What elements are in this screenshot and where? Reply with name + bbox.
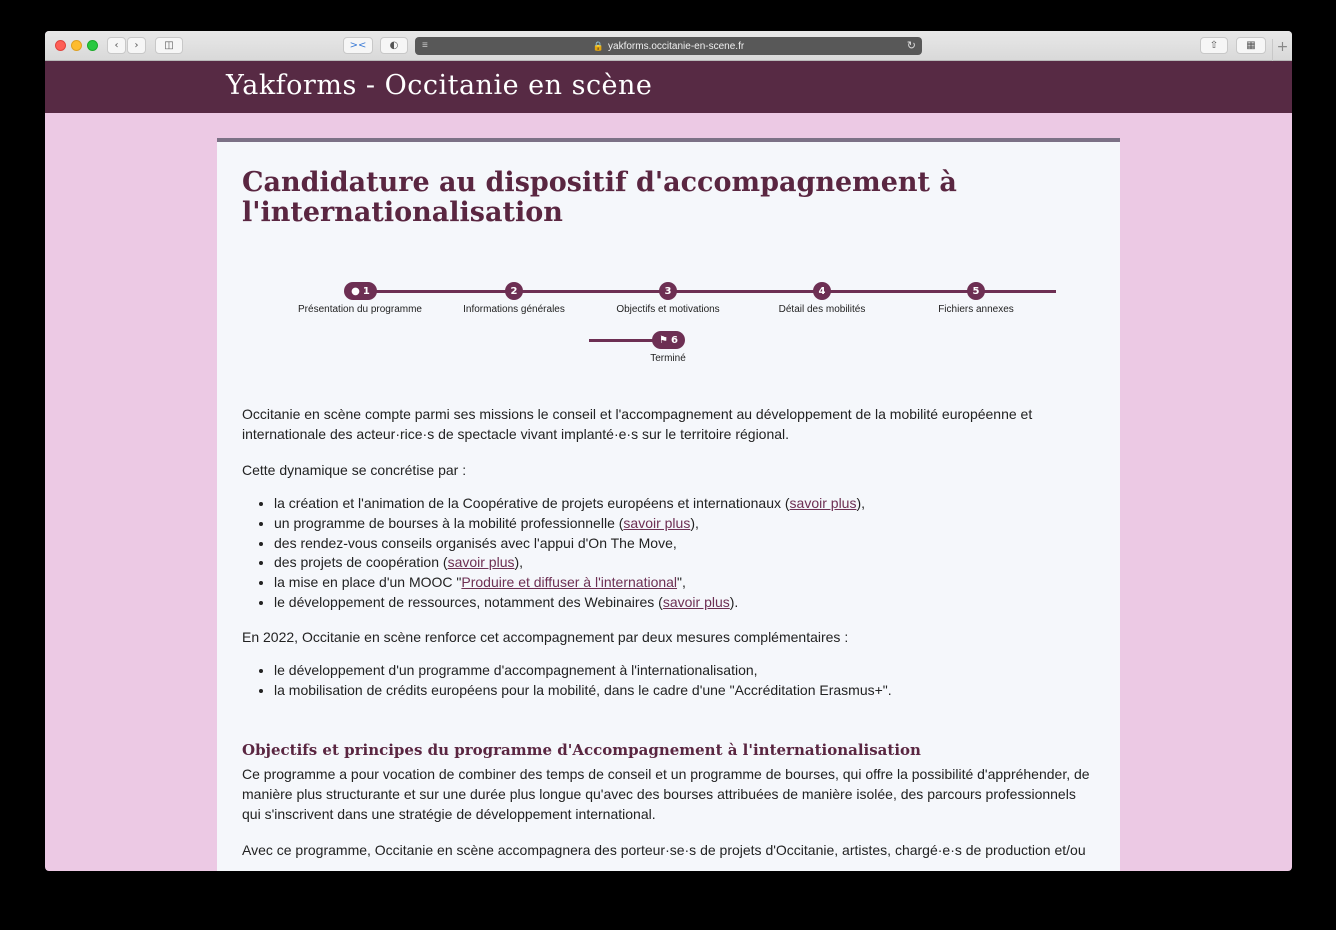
site-title[interactable]: Yakforms - Occitanie en scène bbox=[226, 70, 653, 101]
zoom-window-button[interactable] bbox=[87, 40, 98, 51]
section-paragraph-2: Avec ce programme, Occitanie en scène accompagnera des porteur·se·s de projets d'Occitanie, artistes, chargé·e·s de production et/ou bbox=[242, 842, 1086, 859]
savoir-plus-link[interactable]: savoir plus bbox=[789, 495, 857, 511]
savoir-plus-link[interactable]: savoir plus bbox=[447, 554, 515, 571]
savoir-plus-link[interactable]: savoir plus bbox=[662, 593, 730, 610]
plus-icon: + bbox=[1276, 39, 1289, 55]
sidebar-button[interactable] bbox=[155, 37, 183, 54]
step-4-badge[interactable]: 4 bbox=[813, 282, 831, 300]
list-item: • des rendez-vous conseils organisés avec l'appui d'On The Move, bbox=[274, 534, 1092, 554]
chevron-right-icon: › bbox=[134, 39, 139, 51]
map-pin-icon: ● bbox=[351, 285, 360, 297]
privacy-button[interactable] bbox=[380, 37, 408, 54]
step-2-label[interactable]: Informations générales bbox=[463, 304, 565, 315]
year-paragraph: En 2022, Occitanie en scène renforce cet accompagnement par deux mesures complémentaires : bbox=[242, 628, 849, 645]
form-card bbox=[217, 138, 1120, 871]
step-6-badge[interactable]: ⚑ 6 bbox=[652, 331, 685, 349]
step-1-label[interactable]: Présentation du programme bbox=[298, 304, 422, 315]
section-paragraph-1: Ce programme a pour vocation de combiner des temps de conseil et un programme de bourses, qui offre la possibilité d'appréhender, de manière plus structurante et sur une durée plus longue qu'avec des bourses attribuées de manière isolée, des parcours professionnels qui s'inscrivent dans une stratégie de développement international. bbox=[242, 766, 1090, 823]
site-header bbox=[45, 61, 1292, 113]
new-tab-button[interactable] bbox=[1272, 39, 1292, 61]
flag-icon: ⚑ bbox=[659, 334, 668, 346]
shield-icon: ◐ bbox=[389, 39, 399, 51]
section-title: Objectifs et principes du programme d'Accompagnement à l'internationalisation bbox=[242, 741, 921, 760]
browser-window bbox=[45, 31, 1292, 871]
address-bar[interactable] bbox=[415, 37, 922, 55]
list-item: • un programme de bourses à la mobilité professionnelle (savoir plus), bbox=[274, 514, 1092, 534]
step-6-label[interactable]: Terminé bbox=[650, 353, 686, 364]
step-5-label[interactable]: Fichiers annexes bbox=[938, 304, 1014, 315]
list-item: • le développement d'un programme d'accompagnement à l'internationalisation, bbox=[274, 661, 1092, 681]
tabs-button[interactable] bbox=[1236, 37, 1266, 54]
chevron-left-icon: ‹ bbox=[114, 39, 119, 51]
forward-button[interactable] bbox=[127, 37, 146, 54]
step-3-label[interactable]: Objectifs et motivations bbox=[616, 304, 720, 315]
list-item: • le développement de ressources, notamment des Webinaires (savoir plus). bbox=[274, 593, 1092, 613]
list-item: • la mise en place d'un MOOC "Produire et diffuser à l'international", bbox=[274, 573, 1092, 593]
form-content bbox=[242, 404, 1092, 871]
reload-icon[interactable]: ↻ bbox=[906, 40, 916, 52]
extension-button[interactable] bbox=[343, 37, 373, 54]
step-2-badge[interactable]: 2 bbox=[505, 282, 523, 300]
list-item: • des projets de coopération (savoir plus), bbox=[274, 553, 1092, 573]
reader-icon[interactable]: ≡ bbox=[422, 40, 428, 51]
step-1-badge[interactable]: ● 1 bbox=[344, 282, 377, 300]
list-item: • la mobilisation de crédits européens pour la mobilité, dans le cadre d'une "Accréditation Erasmus+". bbox=[274, 681, 1092, 701]
tabs-icon: ▦ bbox=[1246, 39, 1256, 51]
step-3-badge[interactable]: 3 bbox=[659, 282, 677, 300]
step-5-badge[interactable]: 5 bbox=[967, 282, 985, 300]
progress-steps bbox=[217, 142, 1120, 402]
intro-paragraph: Occitanie en scène compte parmi ses missions le conseil et l'accompagnement au développement de la mobilité européenne et internationale des acteur·rice·s de spectacle vivant implanté·e·s sur le territoire régional. bbox=[242, 406, 1033, 442]
close-window-button[interactable] bbox=[55, 40, 66, 51]
extension-icon: >< bbox=[349, 39, 367, 51]
url-text: yakforms.occitanie-en-scene.fr bbox=[608, 40, 745, 52]
lock-icon: 🔒 bbox=[592, 40, 605, 51]
missions-list bbox=[274, 494, 1092, 613]
mooc-link[interactable]: Produire et diffuser à l'international bbox=[461, 574, 678, 591]
page-title: Candidature au dispositif d'accompagnement à l'internationalisation bbox=[242, 167, 957, 228]
steps-track-line bbox=[361, 290, 1056, 293]
share-icon: ⇧ bbox=[1209, 39, 1219, 51]
share-button[interactable] bbox=[1200, 37, 1228, 54]
browser-toolbar bbox=[45, 31, 1292, 61]
sidebar-icon: ◫ bbox=[164, 39, 174, 51]
list-item: • la création et l'animation de la Coopérative de projets européens et internationaux (savoir plus), bbox=[274, 494, 1092, 514]
savoir-plus-link[interactable]: savoir plus bbox=[623, 514, 691, 531]
concretise-paragraph: Cette dynamique se concrétise par : bbox=[242, 462, 467, 478]
minimize-window-button[interactable] bbox=[71, 40, 82, 51]
back-button[interactable] bbox=[107, 37, 126, 54]
step-4-label[interactable]: Détail des mobilités bbox=[778, 304, 866, 315]
measures-list bbox=[274, 661, 1092, 701]
